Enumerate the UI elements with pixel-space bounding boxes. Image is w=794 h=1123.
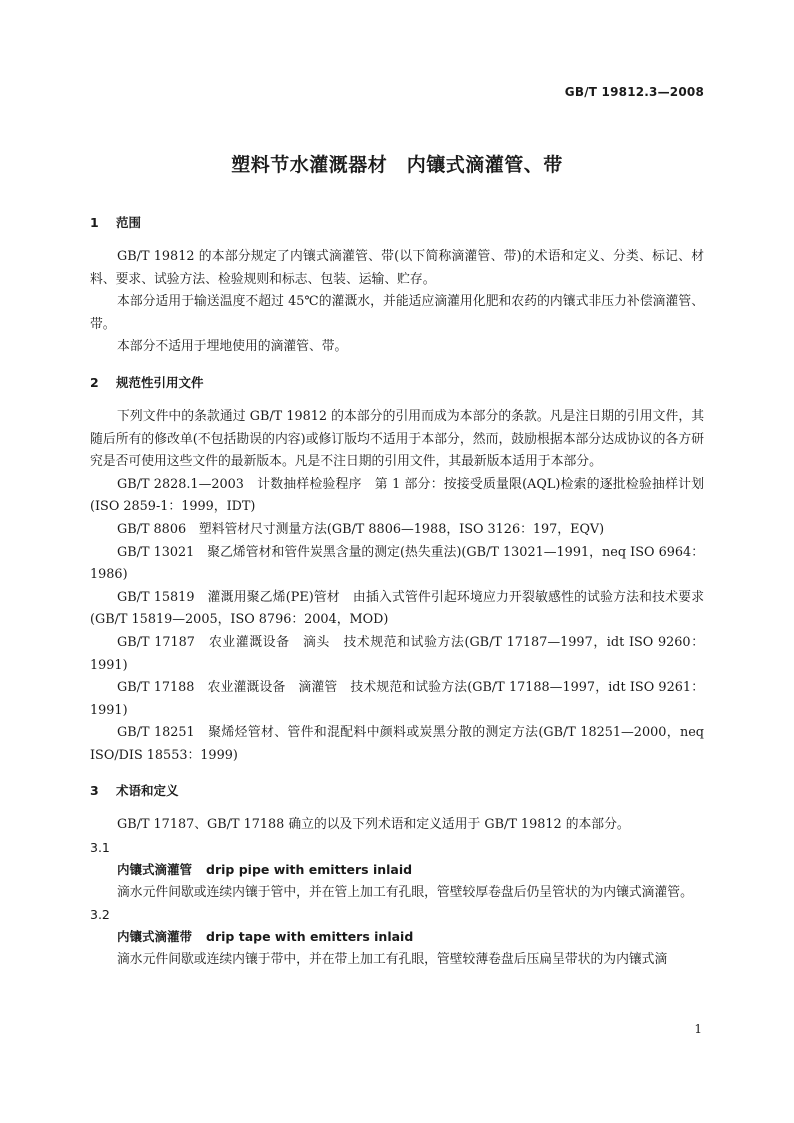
term-number: 3.1 — [90, 840, 110, 856]
section-title: 术语和定义 — [116, 783, 179, 799]
reference-item: GB/T 2828.1—2003 计数抽样检验程序 第 1 部分：按接受质量限(AQL)检索的逐批检验抽样计划(ISO 2859-1：1999，IDT) — [90, 476, 704, 515]
term-english: drip tape with emitters inlaid — [206, 929, 414, 945]
section-heading-normative-references — [90, 372, 704, 394]
term-chinese: 内镶式滴灌管 — [117, 862, 193, 878]
section-number: 2 — [90, 374, 99, 390]
reference-item: GB/T 17187 农业灌溉设备 滴头 技术规范和试验方法(GB/T 17187—1997，idt ISO 9260：1991) — [90, 634, 704, 673]
section-title: 范围 — [116, 215, 142, 230]
paragraph: GB/T 19812 的本部分规定了内镶式滴灌管、带(以下简称滴灌管、带)的术语和定义、分类、标记、材料、要求、试验方法、检验规则和标志、包装、运输、贮存。 — [90, 249, 704, 287]
paragraph: 本部分适用于输送温度不超过 45℃的灌溉水，并能适应滴灌用化肥和农药的内镶式非压力补偿滴灌管、带。 — [90, 294, 704, 332]
section-number: 1 — [90, 215, 99, 230]
term-chinese: 内镶式滴灌带 — [117, 929, 193, 945]
reference-item: GB/T 8806 塑料管材尺寸测量方法(GB/T 8806—1988，ISO 3126：197，EQV) — [117, 521, 605, 537]
paragraph: GB/T 17187、GB/T 17188 确立的以及下列术语和定义适用于 GB/T 19812 的本部分。 — [117, 817, 630, 833]
reference-item: GB/T 13021 聚乙烯管材和管件炭黑含量的测定(热失重法)(GB/T 13021—1991，neq ISO 6964：1986) — [90, 544, 704, 583]
term-definition: 滴水元件间歇或连续内镶于带中，并在带上加工有孔眼，管壁较薄卷盘后压扁呈带状的为内镶式滴 — [117, 951, 668, 967]
document-body — [90, 212, 704, 971]
reference-item: GB/T 18251 聚烯烃管材、管件和混配料中颜料或炭黑分散的测定方法(GB/T 18251—2000，neq ISO/DIS 18553：1999) — [90, 725, 704, 763]
section-heading-terms-definitions — [90, 780, 704, 802]
term-definition: 滴水元件间歇或连续内镶于管中，并在管上加工有孔眼，管壁较厚卷盘后仍呈管状的为内镶式滴灌管。 — [117, 884, 693, 900]
term-number: 3.2 — [90, 907, 110, 923]
reference-item: GB/T 17188 农业灌溉设备 滴灌管 技术规范和试验方法(GB/T 17188—1997，idt ISO 9261：1991) — [90, 680, 704, 718]
section-heading-scope — [90, 212, 704, 234]
term-entry — [117, 926, 704, 949]
section-title: 规范性引用文件 — [116, 374, 204, 390]
reference-item: GB/T 15819 灌溉用聚乙烯(PE)管材 由插入式管件引起环境应力开裂敏感性的试验方法和技术要求(GB/T 15819—2005，ISO 8796：2004，MOD) — [90, 589, 704, 628]
paragraph: 下列文件中的条款通过 GB/T 19812 的本部分的引用而成为本部分的条款。凡是注日期的引用文件，其随后所有的修改单(不包括勘误的内容)或修订版均不适用于本部分，然而，鼓励根据本部分达成协议的各方研究是否可使用这些文件的最新版本。凡是不注日期的引用文件，其最新版本适用于本部分。 — [90, 408, 704, 470]
term-entry — [117, 859, 704, 882]
document-title: 塑料节水灌溉器材 内镶式滴灌管、带 — [231, 154, 563, 176]
paragraph: 本部分不适用于埋地使用的滴灌管、带。 — [117, 339, 348, 355]
standard-number: GB/T 19812.3—2008 — [564, 85, 704, 99]
section-number: 3 — [90, 783, 99, 799]
term-english: drip pipe with emitters inlaid — [206, 862, 413, 878]
page-number: 1 — [694, 1022, 702, 1036]
